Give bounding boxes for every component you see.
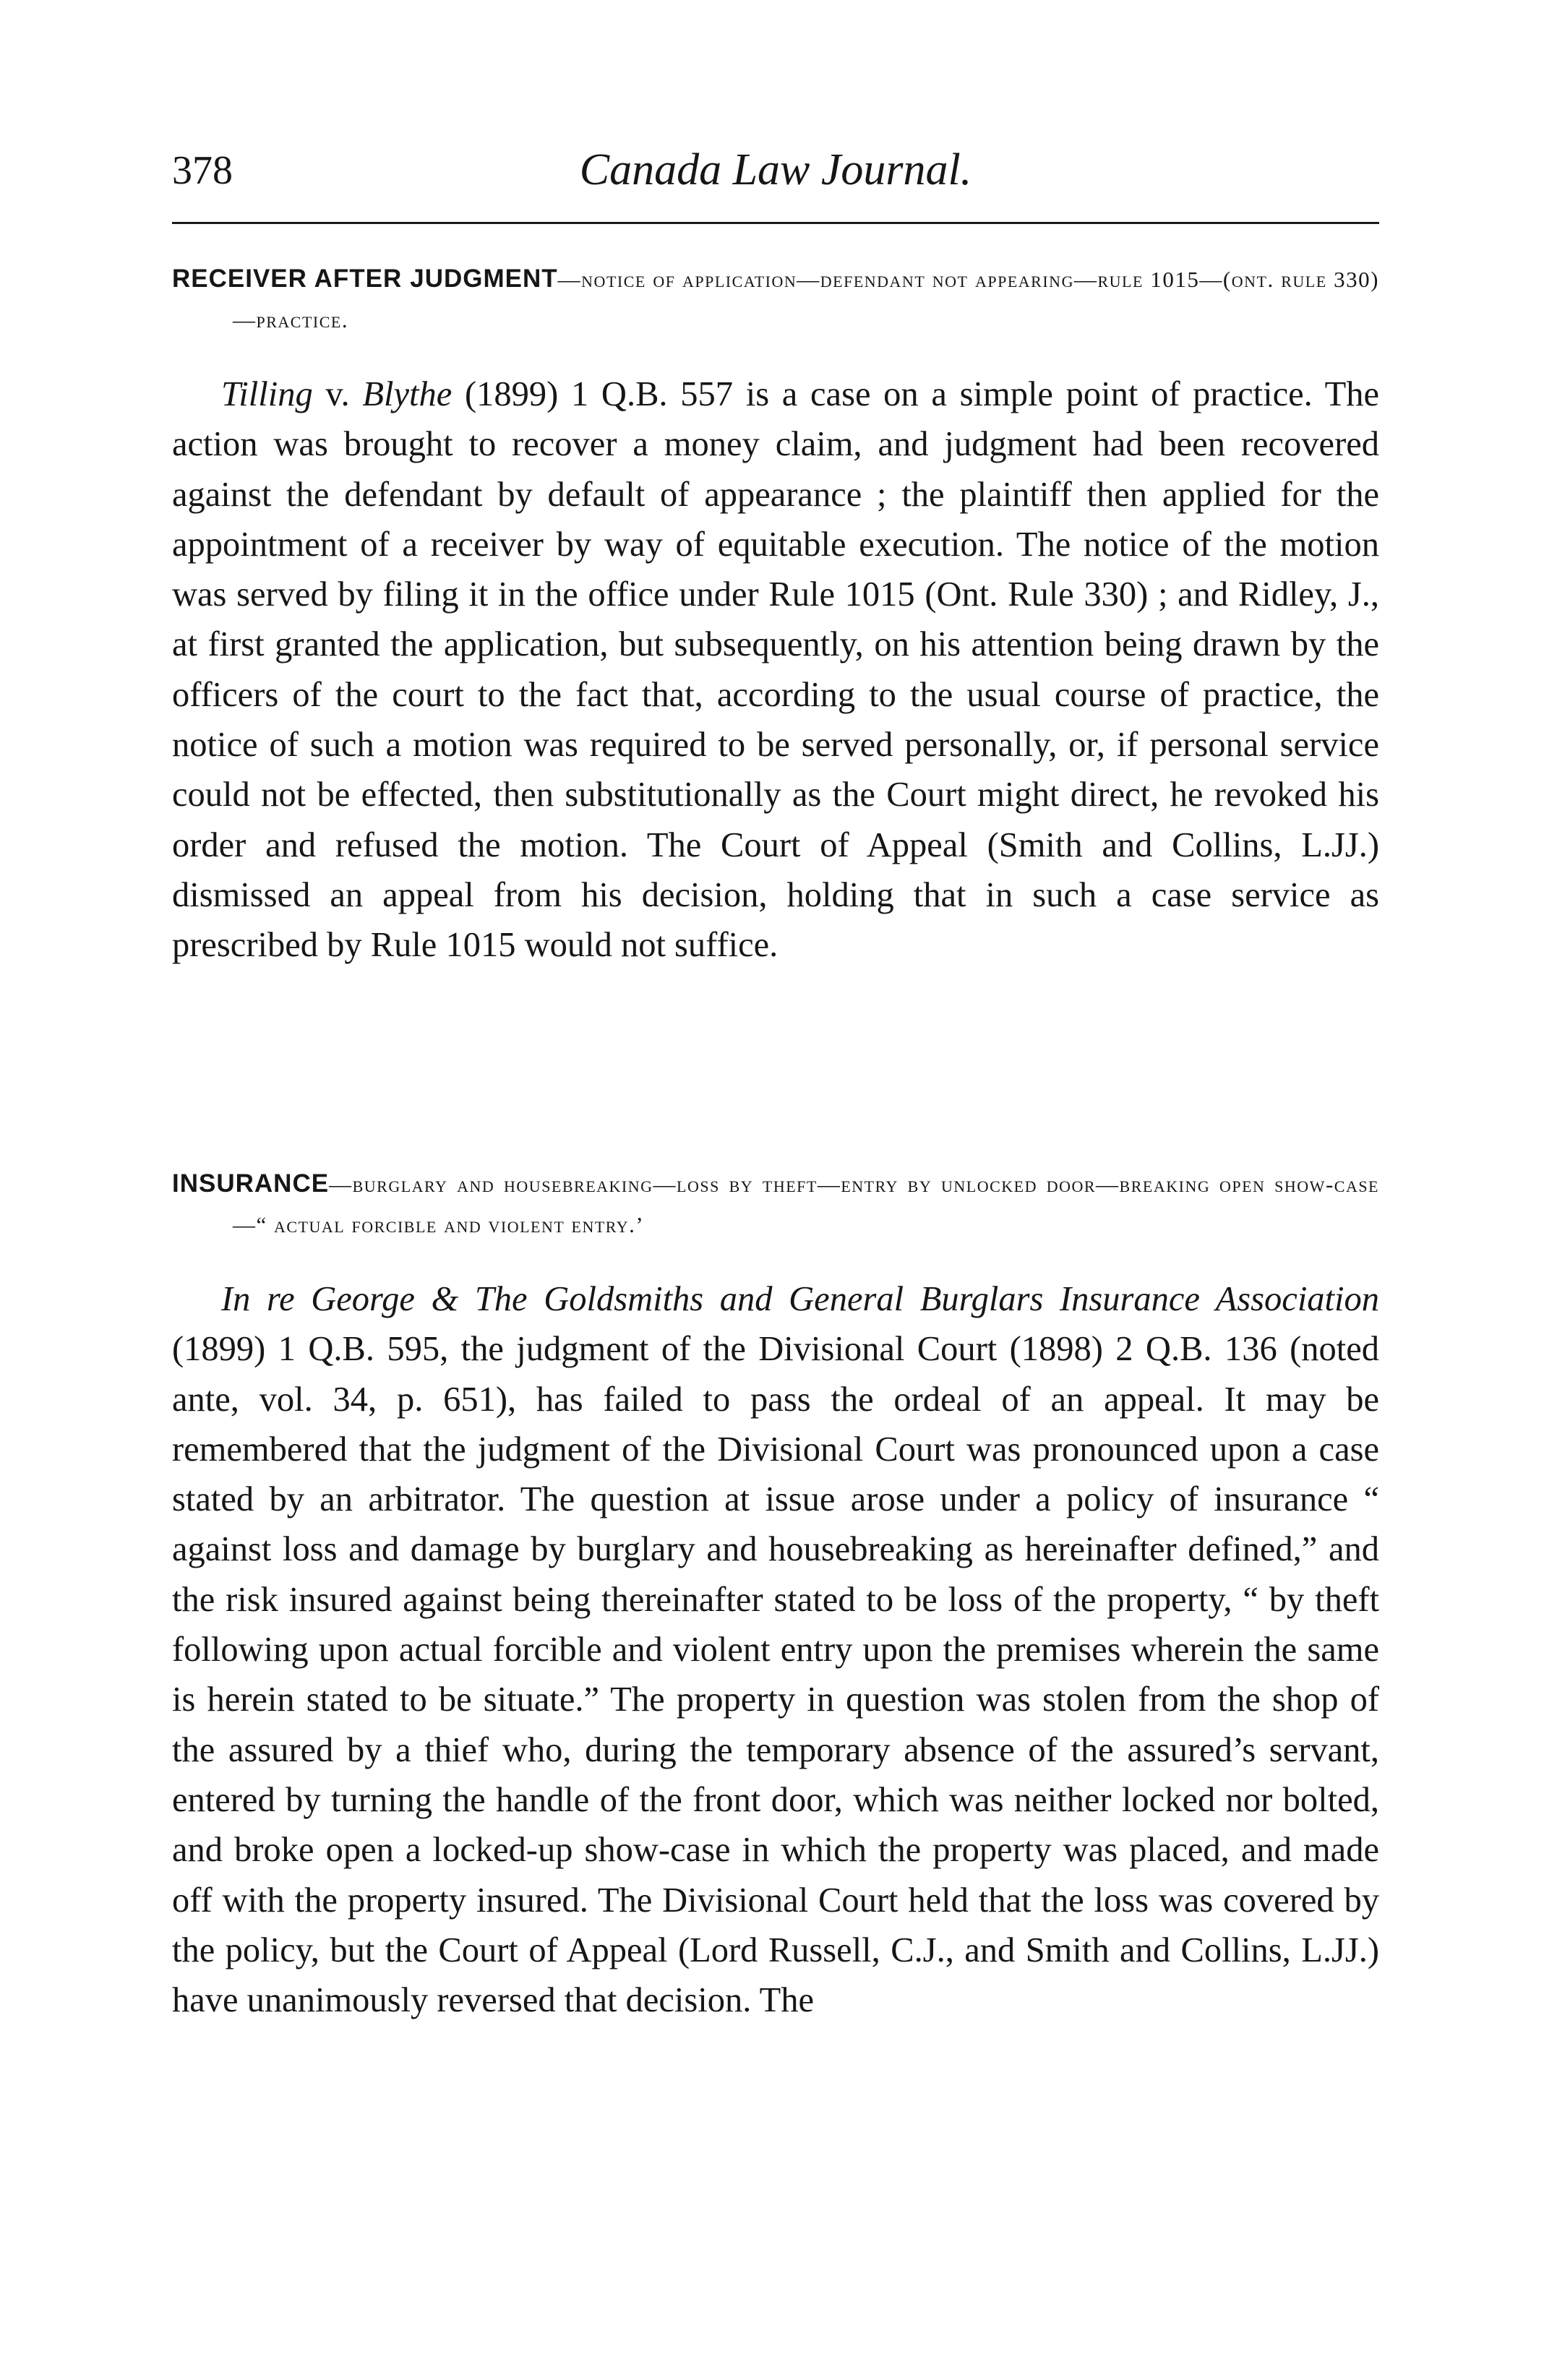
running-head	[172, 130, 1379, 210]
section-paragraph	[172, 369, 1379, 971]
journal-title: Canada Law Journal.	[579, 145, 972, 194]
case-name: Tilling	[221, 375, 313, 413]
paragraph-text: (1899) 1 Q.B. 595, the judgment of the Divisional Court (1898) 2 Q.B. 136 (noted ante, vol. 34, p. 651), has failed to pass the ordeal of an appeal. It may be remembered that the judgment of the Divisional Court was pronounced upon a case stated by an arbitrator. The question at issue arose under a policy of insurance “ against loss and damage by burglary and housebreaking as hereinafter defined,” and the risk insured against being thereinafter stated to be loss of the property, “ by theft following upon actual forcible and violent entry upon the premises wherein the same is herein stated to be situate.” The property in question was stolen from the shop of the assured by a thief who, during the temporary absence of the assured’s servant, entered by turning the handle of the front door, which was neither locked nor bolted, and broke open a locked-up show-case in which the property was placed, and made off with the property insured. The Divisional Court held that the loss was covered by the policy, but the Court of Appeal (Lord Russell, C.J., and Smith and Collins, L.JJ.) have unanimously reversed that decision. The	[172, 1330, 1379, 2020]
section-heading	[172, 1164, 1379, 1245]
section-insurance	[172, 1164, 1379, 2061]
case-versus: v.	[312, 375, 363, 413]
section-heading	[172, 259, 1379, 340]
case-name-second-party: Blythe	[362, 375, 453, 413]
paragraph-text: (1899) 1 Q.B. 557 is a case on a simple point of practice. The action was brought to recover a money claim, and judgment had been recovered against the defendant by default of appearance ; the plaintiff then applied for the appointment of a receiver by way of equitable execution. The notice of the motion was served by filing it in the office under Rule 1015 (Ont. Rule 330) ; and Ridley, J., at first granted the application, but subsequently, on his attention being drawn by the officers of the court to the fact that, according to the usual course of practice, the notice of such a motion was required to be served personally, or, if personal service could not be effected, then substitutionally as the Court might direct, he revoked his order and refused the motion. The Court of Appeal (Smith and Collins, L.JJ.) dismissed an appeal from his decision, holding that in such a case service as prescribed by Rule 1015 would not suffice.	[172, 375, 1379, 965]
section-paragraph	[172, 1274, 1379, 2025]
page-content	[172, 130, 1379, 2020]
page-number: 378	[172, 148, 233, 193]
header-rule	[172, 222, 1379, 224]
case-name: In re George & The Goldsmiths and General Burglars Insurance Association	[221, 1280, 1379, 1318]
section-receiver-after-judgment	[172, 259, 1379, 1005]
heading-title: RECEIVER AFTER JUDGMENT	[172, 265, 558, 293]
heading-subject: —notice of application—defendant not appearing—rule 1015—(ont. rule 330)—practice.	[233, 267, 1379, 332]
heading-title: INSURANCE	[172, 1169, 330, 1198]
heading-subject: —burglary and housebreaking—loss by theft—entry by unlocked door—breaking open show-case—“ actual forcible and violent entry.’	[233, 1172, 1379, 1237]
